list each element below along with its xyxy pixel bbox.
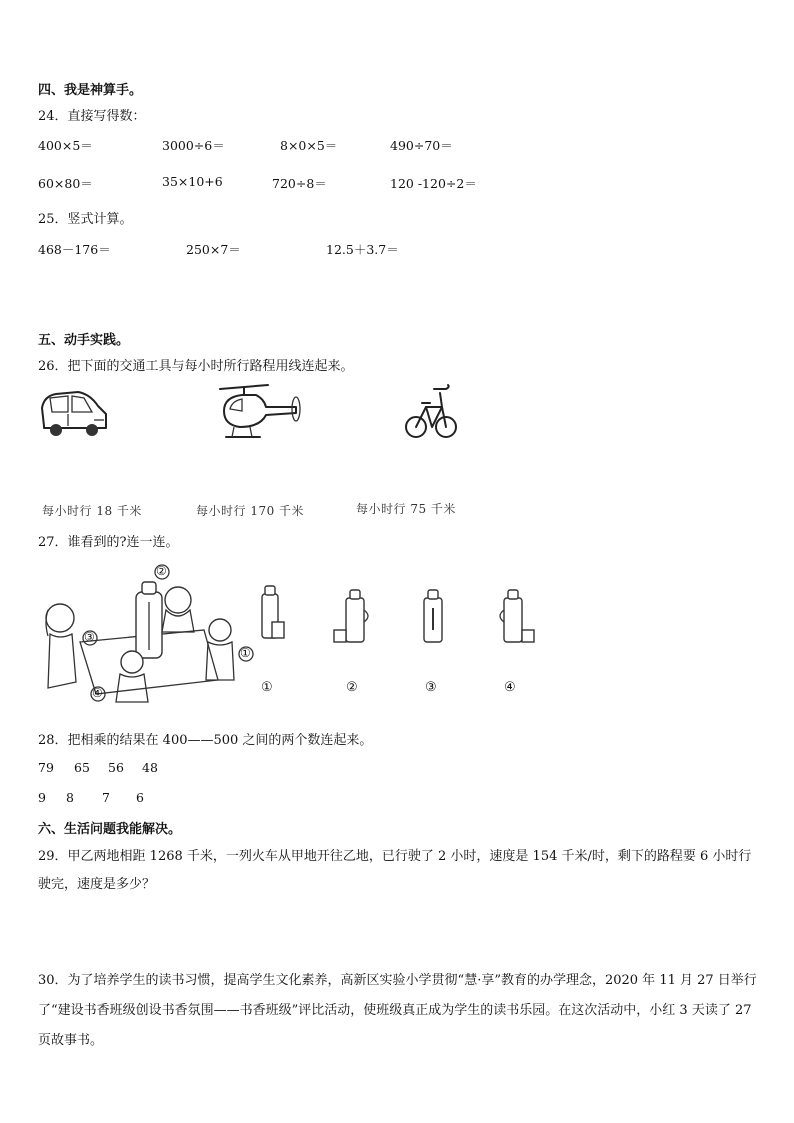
bottle-view-icon bbox=[494, 588, 536, 644]
bottle-view-icon bbox=[256, 584, 286, 640]
q24-item: 720÷8＝ bbox=[272, 176, 327, 191]
section-5-heading: 五、动手实践。 bbox=[38, 333, 130, 348]
scene-marker: ③ bbox=[84, 630, 95, 644]
view-number: ③ bbox=[425, 680, 437, 695]
q28-number: 65 bbox=[74, 760, 90, 775]
q29-text: 29．甲乙两地相距 1268 千米，一列火车从甲地开往乙地，已行驶了 2 小时，速度是 154 千米/时，剩下的路程要 6 小时行驶完，速度是多少？ bbox=[38, 849, 752, 892]
bottle-view-icon bbox=[332, 588, 374, 644]
q24-item: 35×10+6 bbox=[162, 174, 223, 189]
q24-item: 490÷70＝ bbox=[390, 138, 453, 153]
q25-item: 468－176＝ bbox=[38, 242, 111, 257]
view-number: ② bbox=[346, 680, 358, 695]
scene-marker: ④ bbox=[92, 686, 103, 700]
q24-item: 8×0×5＝ bbox=[280, 138, 338, 153]
car-icon bbox=[38, 388, 110, 440]
q27-title: 27．谁看到的?连一连。 bbox=[38, 535, 179, 550]
q28-number: 6 bbox=[136, 790, 144, 805]
q25-item: 12.5＋3.7＝ bbox=[326, 242, 399, 257]
helicopter-icon bbox=[216, 383, 302, 443]
section-6-heading: 六、生活问题我能解决。 bbox=[38, 822, 182, 837]
q24-item: 120 -120÷2＝ bbox=[390, 176, 477, 191]
q28-number: 79 bbox=[38, 760, 54, 775]
q25-title: 25．竖式计算。 bbox=[38, 212, 133, 227]
table-scene-illustration bbox=[40, 562, 244, 706]
q28-number: 9 bbox=[38, 790, 46, 805]
q28-number: 48 bbox=[142, 760, 158, 775]
q24-item: 3000÷6＝ bbox=[162, 138, 225, 153]
q24-title: 24．直接写得数： bbox=[38, 109, 146, 124]
q25-item: 250×7＝ bbox=[186, 242, 241, 257]
q28-number: 8 bbox=[66, 790, 74, 805]
q30-text: 30．为了培养学生的读书习惯，提高学生文化素养，高新区实验小学贯彻“慧·享”教育的办学理念，2020 年 11 月 27 日举行了“建设书香班级创设书香氛围——书香班级”评比活动，使班级真正成为学生的读书乐园。在这次活动中，小红 3 天读了 27 页故事书。 bbox=[38, 973, 757, 1048]
q28-number: 56 bbox=[108, 760, 124, 775]
q28-number: 7 bbox=[102, 790, 110, 805]
q26-title: 26．把下面的交通工具与每小时所行路程用线连起来。 bbox=[38, 359, 354, 374]
q24-item: 400×5＝ bbox=[38, 138, 93, 153]
view-number: ① bbox=[261, 680, 273, 695]
speed-label: 每小时行 18 千米 bbox=[42, 504, 142, 518]
speed-label: 每小时行 75 千米 bbox=[356, 502, 456, 516]
section-4-heading: 四、我是神算手。 bbox=[38, 83, 143, 98]
q28-title: 28．把相乘的结果在 400——500 之间的两个数连起来。 bbox=[38, 733, 373, 748]
scene-marker: ① bbox=[240, 646, 251, 660]
view-number: ④ bbox=[504, 680, 516, 695]
bottle-view-icon bbox=[418, 588, 448, 644]
scene-marker: ② bbox=[156, 564, 167, 578]
bicycle-icon bbox=[404, 383, 458, 445]
q24-item: 60×80＝ bbox=[38, 176, 93, 191]
speed-label: 每小时行 170 千米 bbox=[196, 504, 305, 518]
